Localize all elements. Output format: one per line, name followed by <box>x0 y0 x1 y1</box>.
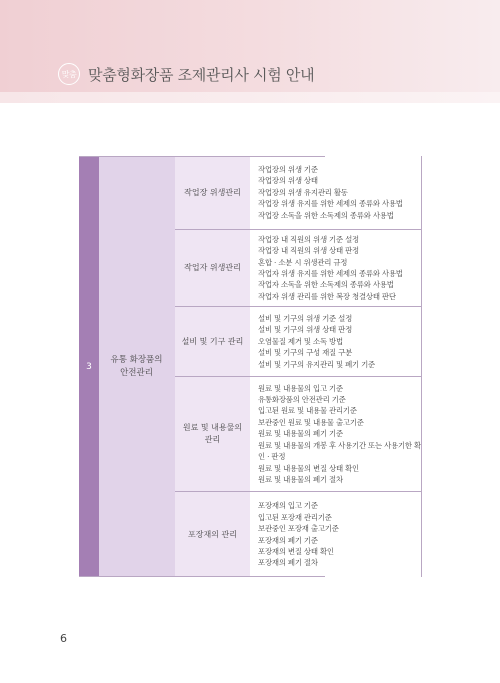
detail-item: 설비 및 기구의 위생 기준 설정 <box>258 313 353 323</box>
detail-item: 작업장의 위생 상태 <box>258 176 318 186</box>
exam-content-table <box>79 156 421 577</box>
detail-list <box>258 156 421 229</box>
table-top-border <box>79 156 325 157</box>
detail-item: 입고된 원료 및 내용물 관리기준 <box>258 406 357 416</box>
header-band <box>0 92 500 103</box>
detail-item: 포장재의 폐기 기준 <box>258 535 318 545</box>
subcategory-cell: 원료 및 내용물의 관리 <box>182 423 243 444</box>
detail-item: 보관중인 원료 및 내용물 출고기준 <box>258 417 364 427</box>
page-number: 6 <box>60 632 67 645</box>
detail-item: 포장재의 입고 기준 <box>258 501 318 511</box>
detail-item: 보관중인 포장재 출고기준 <box>258 524 339 534</box>
category-line-2: 안전관리 <box>120 367 153 378</box>
detail-list <box>258 492 421 577</box>
detail-item: 설비 및 기구의 위생 상태 판정 <box>258 325 353 335</box>
detail-item: 오염물질 제거 및 소독 방법 <box>258 336 343 346</box>
detail-item: 설비 및 기구의 구성 재질 구분 <box>258 348 353 358</box>
detail-item: 작업장의 위생 기준 <box>258 164 318 174</box>
table-row <box>79 377 421 491</box>
detail-item: 작업자 위생 유지를 위한 세제의 종류와 사용법 <box>258 269 403 278</box>
detail-list <box>258 307 421 376</box>
detail-list <box>258 230 421 306</box>
category-line-1: 유통 화장품의 <box>110 354 163 365</box>
detail-item: 혼합 · 소분 시 위생관리 규정 <box>258 257 348 267</box>
detail-item: 작업장 내 직원의 위생 상태 판정 <box>258 246 359 256</box>
detail-item: 작업장 내 직원의 위생 기준 설정 <box>258 234 359 244</box>
detail-item: 작업장의 위생 유지관리 활동 <box>258 187 348 197</box>
page-header <box>0 0 500 103</box>
item-number: 3 <box>79 156 99 577</box>
detail-item: 설비 및 기구의 유지관리 및 폐기 기준 <box>258 359 375 369</box>
detail-item: 입고된 포장재 관리기준 <box>258 512 332 522</box>
detail-item: 포장재의 폐기 절차 <box>258 558 318 568</box>
logo-emblem-icon: 맞춤 <box>58 63 80 85</box>
detail-item: 원료 및 내용물의 폐기 절차 <box>258 474 343 484</box>
subcategory-cell: 설비 및 기구 관리 <box>181 336 244 346</box>
detail-item: 작업자 위생 관리를 위한 복장 청결상태 판단 <box>258 291 396 301</box>
subcategory-cell: 작업장 위생관리 <box>184 187 241 197</box>
detail-item: 원료 및 내용물의 폐기 기준 <box>258 429 343 439</box>
page-title: 맞춤형화장품 조제관리사 시험 안내 <box>88 66 315 84</box>
table-row <box>79 156 421 229</box>
table-row <box>79 492 421 577</box>
detail-item: 작업장 위생 유지를 위한 세제의 종류와 사용법 <box>258 199 403 209</box>
table-right-border <box>421 156 422 577</box>
detail-item: 원료 및 내용물의 변질 상태 확인 <box>258 463 359 473</box>
detail-item: 포장재의 변질 상태 확인 <box>258 546 334 556</box>
detail-item: 작업자 소독을 위한 소독제의 종류와 사용법 <box>258 280 394 290</box>
table-bottom-border <box>79 576 325 577</box>
table-row <box>79 307 421 376</box>
subcategory-cell: 작업자 위생관리 <box>184 263 241 272</box>
table-row <box>79 230 421 306</box>
detail-item: 원료 및 내용물의 개봉 후 사용기간 또는 사용기한 확인 · 판정 <box>258 440 421 462</box>
detail-item: 유통화장품의 안전관리 기준 <box>258 395 346 405</box>
subcategory-cell: 포장재의 관리 <box>188 529 237 539</box>
detail-list <box>258 377 421 491</box>
detail-item: 원료 및 내용물의 입고 기준 <box>258 383 343 393</box>
detail-item: 작업장 소독을 위한 소독제의 종류와 사용법 <box>258 210 394 220</box>
